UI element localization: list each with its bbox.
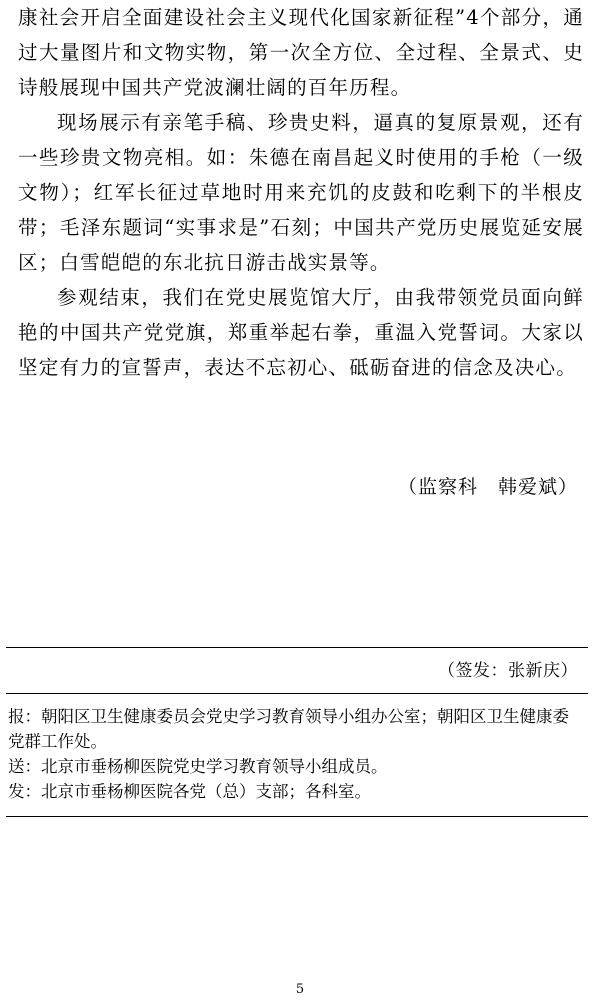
divider-top — [6, 647, 588, 648]
divider-middle — [6, 693, 588, 694]
distribute-to-line: 发：北京市垂杨柳医院各党（总）支部；各科室。 — [8, 782, 371, 801]
issuer-signoff: （签发：张新庆） — [438, 661, 578, 681]
page-number: 5 — [295, 982, 305, 997]
paragraph-oath: 参观结束，我们在党史展览馆大厅，由我带领党员面向鲜艳的中国共产党党旗，郑重举起右拳，重温入党誓词。大家以坚定有力的宣誓声，表达不忘初心、砥砺奋进的信念及决心。 — [18, 286, 584, 379]
article-body — [18, 0, 584, 385]
distribution-list — [8, 704, 584, 804]
paragraph-exhibits: 现场展示有亲笔手稿、珍贵史料，逼真的复原景观，还有一些珍贵文物亮相。如：朱德在南昌起义时使用的手枪（一级文物）；红军长征过草地时用来充饥的皮鼓和吃剩下的半根皮带；毛泽东题词“实事求是”石刻；中国共产党历史展览延安展区；白雪皑皑的东北抗日游击战实景等。 — [18, 111, 584, 274]
paragraph-continued: 康社会开启全面建设社会主义现代化国家新征程”4个部分，通过大量图片和文物实物，第一次全方位、全过程、全景式、史诗般展现中国共产党波澜壮阔的百年历程。 — [18, 6, 584, 99]
send-to-line: 送：北京市垂杨柳医院党史学习教育领导小组成员。 — [8, 757, 388, 776]
divider-bottom — [6, 816, 588, 817]
report-to-line: 报：朝阳区卫生健康委员会党史学习教育领导小组办公室；朝阳区卫生健康委党群工作处。 — [8, 707, 569, 751]
author-signature: （监察科 韩爱斌） — [397, 476, 578, 498]
